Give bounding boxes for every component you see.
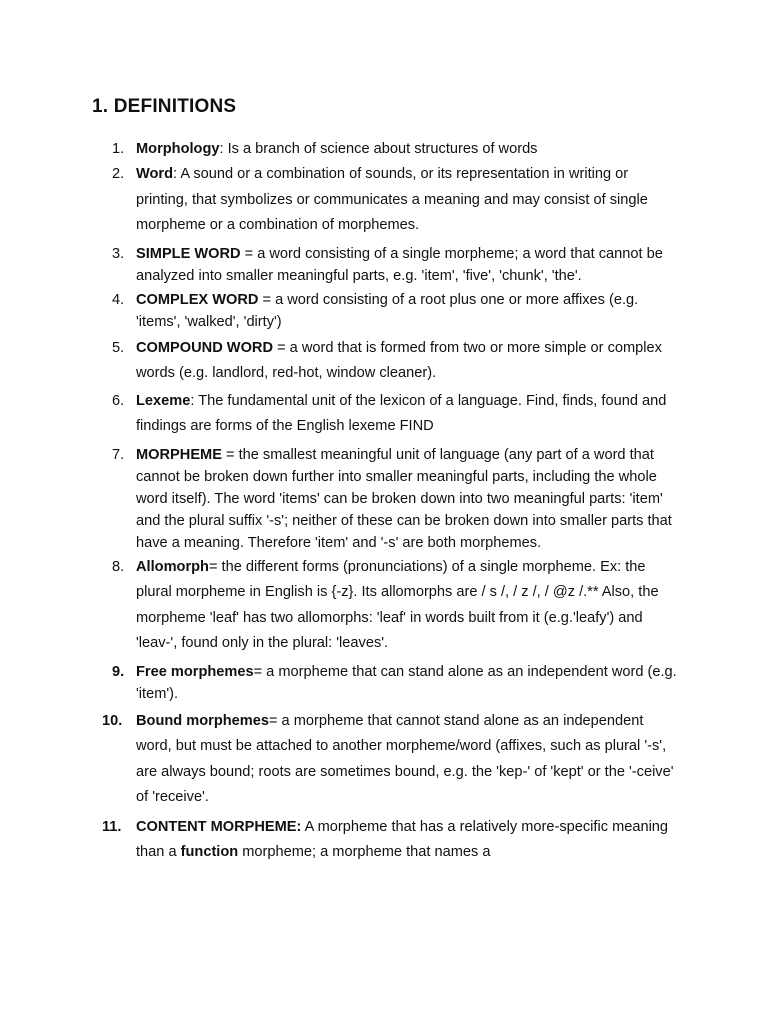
definition-text: : A sound or a combination of sounds, or its representation in writing or printing, that symbolizes or communicates a meaning and may consist of single morpheme or a combination of morphemes. — [136, 166, 648, 234]
definition-text: : The fundamental unit of the lexicon of a language. Find, finds, found and findings are forms of the English lexeme FIND — [136, 392, 667, 435]
item-number: 3. — [112, 245, 125, 262]
item-number: 10. — [102, 712, 123, 729]
term: MORPHEME — [136, 446, 222, 463]
item-number: 8. — [112, 558, 125, 575]
definition-text: = a word consisting of a root plus one or more affixes (e.g. 'items', 'walked', 'dirty') — [136, 292, 639, 331]
item-number: 1. — [112, 141, 125, 157]
term: Morphology — [136, 141, 220, 157]
definition-text: = a morpheme that cannot stand alone as an independent word, but must be attached to another morpheme/word (affixes, such as plural '-s', are always bound; roots are sometimes bound, e.g. the 'kep-' of 'kept' or the '-ceive' of 'receive'. — [136, 712, 674, 806]
definition-item-simple-word — [0, 243, 768, 287]
definition-item-allomorph — [0, 555, 768, 657]
term: Free morphemes — [136, 663, 254, 680]
definition-item-content-morpheme — [0, 815, 768, 866]
definition-item-compound-word — [0, 336, 768, 387]
definition-item-morphology — [0, 138, 768, 160]
definition-item-morpheme — [0, 444, 768, 555]
definition-text-continued: morpheme; a morpheme that names a — [238, 844, 491, 861]
definition-text: : Is a branch of science about structures of words — [219, 141, 538, 157]
term: SIMPLE WORD — [136, 245, 241, 262]
item-number: 9. — [112, 663, 125, 680]
item-number: 7. — [112, 446, 125, 463]
item-number: 5. — [112, 339, 125, 356]
definition-text: = a morpheme that can stand alone as an independent word (e.g. 'item'). — [136, 663, 677, 702]
item-number: 11. — [102, 818, 122, 835]
definition-item-free-morphemes — [0, 661, 768, 705]
section-heading: 1. DEFINITIONS — [92, 96, 237, 117]
item-number: 4. — [112, 292, 125, 309]
definition-text: = a word that is formed from two or more simple or complex words (e.g. landlord, red-hot, window cleaner). — [136, 339, 662, 382]
definitions-list — [0, 138, 768, 866]
term: Allomorph — [136, 558, 209, 575]
term: Word — [136, 166, 174, 183]
item-number: 6. — [112, 392, 125, 409]
definition-item-complex-word — [0, 289, 768, 333]
definition-text: A morpheme that has a relatively more-specific meaning than a — [136, 818, 669, 861]
term: CONTENT MORPHEME: — [136, 818, 302, 835]
item-number: 2. — [112, 166, 125, 183]
definition-text: = the different forms (pronunciations) of a single morpheme. Ex: the plural morpheme in English is {-z}. Its allomorphs are / s /, / z /, / @z /.** Also, the morpheme 'leaf' has two allomorphs: 'leaf' in words built from it (e.g.'leafy') and 'leav-', found only in the plural: 'leaves'. — [136, 558, 659, 652]
definition-text: = a word consisting of a single morpheme; a word that cannot be analyzed into smaller meaningful parts, e.g. 'item', 'five', 'chunk', 'the'. — [136, 245, 663, 284]
term: Bound morphemes — [136, 712, 269, 729]
definition-item-bound-morphemes — [0, 709, 768, 811]
definition-text: = the smallest meaningful unit of language (any part of a word that cannot be broken down further into smaller meaningful parts, including the whole word itself). The word 'items' can be broken down into two meaningful parts: 'item' and the plural suffix '-s'; neither of these can be broken down into smaller parts that have a meaning. Therefore 'item' and '-s' are both morphemes. — [136, 446, 672, 552]
term: COMPLEX WORD — [136, 292, 259, 309]
definition-item-lexeme — [0, 389, 768, 440]
term: COMPOUND WORD — [136, 339, 274, 356]
definition-item-word — [0, 162, 768, 239]
term: Lexeme — [136, 392, 191, 409]
inline-term: function — [180, 844, 239, 861]
